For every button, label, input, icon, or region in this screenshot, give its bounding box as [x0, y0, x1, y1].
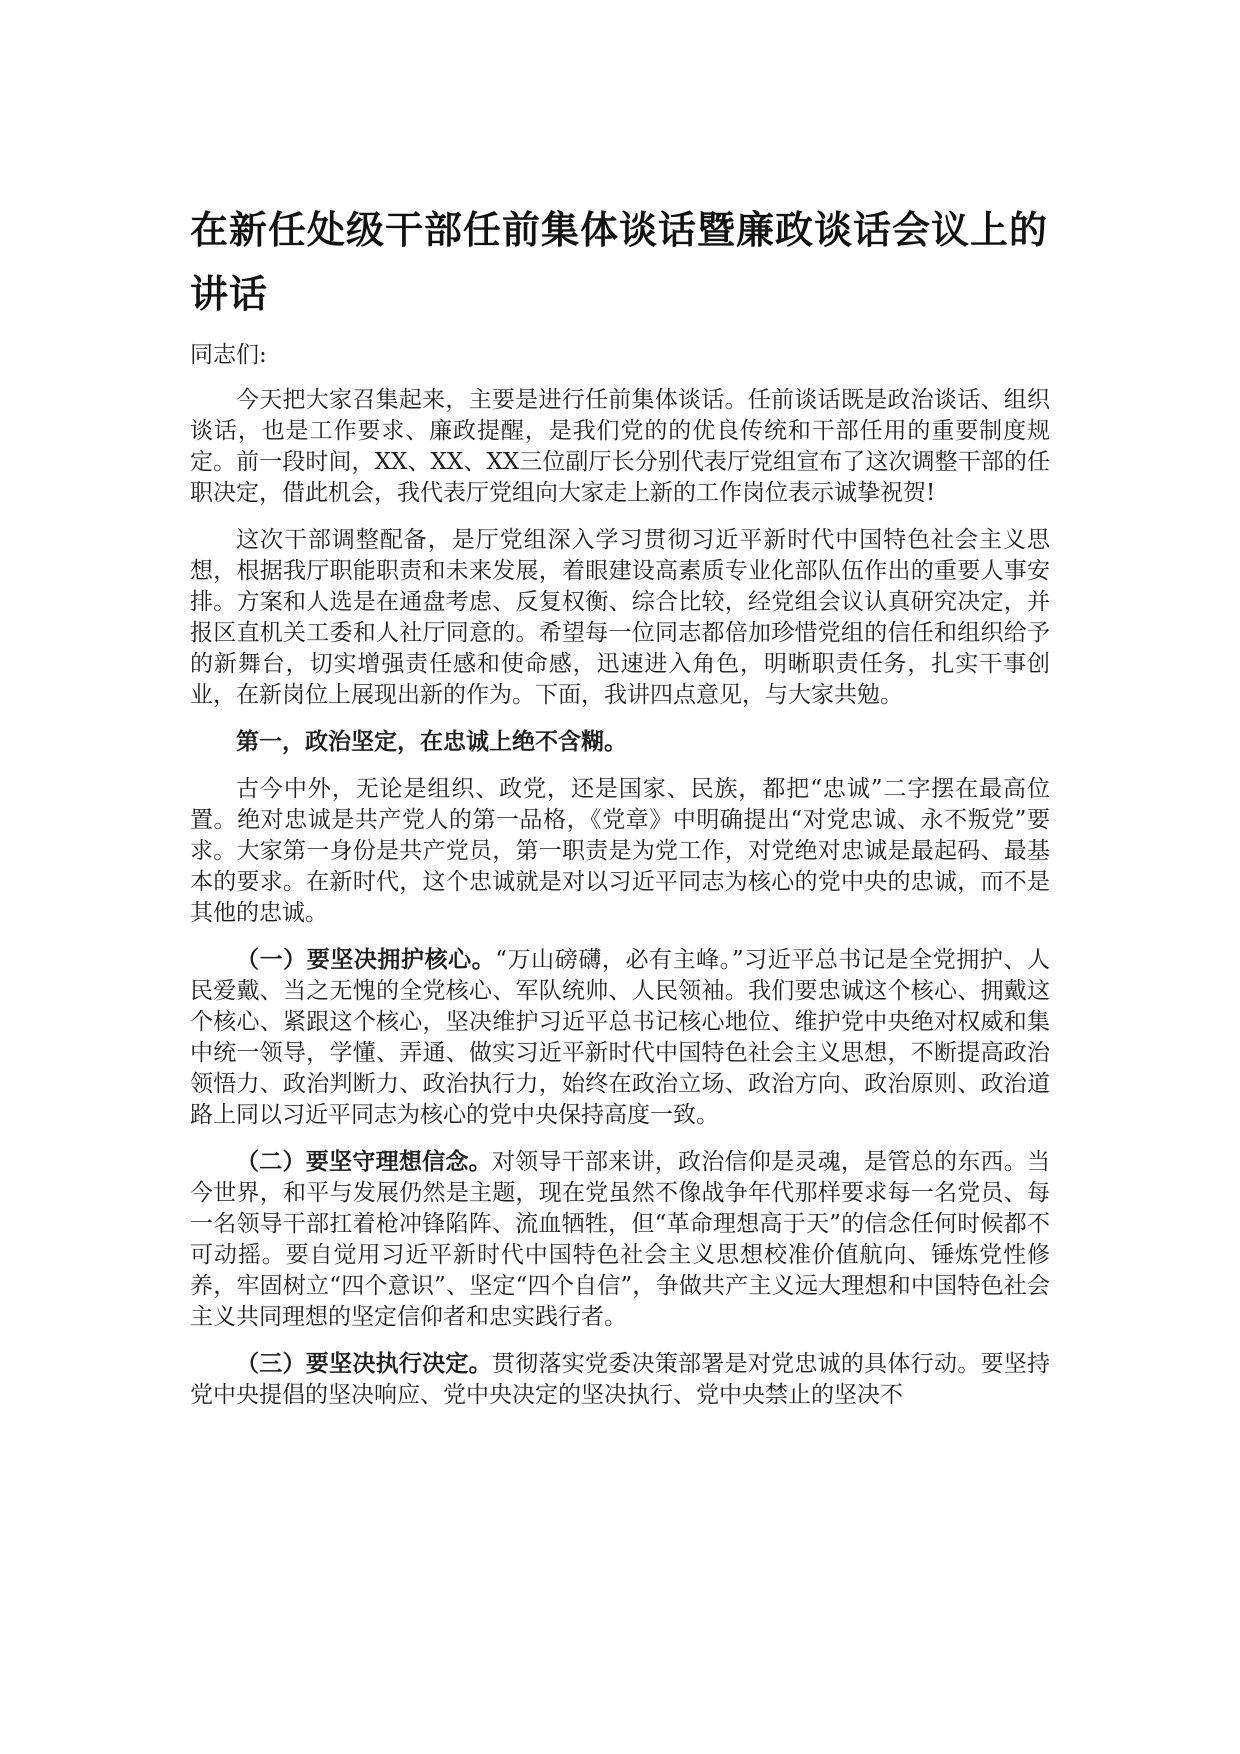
paragraph-opening: 今天把大家召集起来，主要是进行任前集体谈话。任前谈话既是政治谈话、组织谈话，也是工作要求、廉政提醒，是我们党的的优良传统和干部任用的重要制度规定。前一段时间，XX、XX、XX三位副厅长分别代表厅党组宣布了这次调整干部的任职决定，借此机会，我代表厅党组向大家走上新的工作岗位表示诚挚祝贺! [190, 387, 1050, 506]
section-heading: 第一，政治坚定，在忠诚上绝不含糊。 [236, 729, 627, 755]
document-title: 在新任处级干部任前集体谈话暨廉政谈话会议上的讲话 [190, 208, 1049, 316]
point-lead-1: （一）要坚决拥护核心。 [236, 947, 496, 973]
point-text-1: “万山磅礴，必有主峰。”习近平总书记是全党拥护、人民爱戴、当之无愧的全党核心、军队统帅、人民领袖。我们要忠诚这个核心、拥戴这个核心、紧跟这个核心，坚决维护习近平总书记核心地位、维护党中央绝对权威和集中统一领导，学懂、弄通、做实习近平新时代中国特色社会主义思想，不断提高政治领悟力、政治判断力、政治执行力，始终在政治立场、政治方向、政治原则、政治道路上同以习近平同志为核心的党中央保持高度一致。 [190, 947, 1050, 1128]
point-paragraph-3 [190, 1349, 1050, 1411]
section-intro-paragraph: 古今中外，无论是组织、政党，还是国家、民族，都把“忠诚”二字摆在最高位置。绝对忠诚是共产党人的第一品格，《党章》中明确提出“对党忠诚、永不叛党”要求。大家第一身份是共产党员，第一职责是为党工作，对党绝对忠诚是最起码、最基本的要求。在新时代，这个忠诚就是对以习近平同志为核心的党中央的忠诚，而不是其他的忠诚。 [190, 776, 1050, 926]
point-paragraph-1 [190, 945, 1050, 1131]
document-body [190, 340, 1050, 1427]
salutation: 同志们: [190, 342, 267, 368]
point-text-3: 贯彻落实党委决策部署是对党忠诚的具体行动。要坚持党中央提倡的坚决响应、党中央决定的坚决执行、党中央禁止的坚决不 [190, 1351, 1051, 1408]
paragraph-adjustment: 这次干部调整配备，是厅党组深入学习贯彻习近平新时代中国特色社会主义思想，根据我厅职能职责和未来发展，着眼建设高素质专业化部队伍作出的重要人事安排。方案和人选是在通盘考虑、反复权衡、综合比较，经党组会议认真研究决定，并报区直机关工委和人社厅同意的。希望每一位同志都倍加珍惜党组的信任和组织给予的新舞台，切实增强责任感和使命感，迅速进入角色，明晰职责任务，扎实干事创业，在新岗位上展现出新的作为。下面，我讲四点意见，与大家共勉。 [190, 527, 1050, 708]
point-lead-2: （二）要坚守理想信念。 [236, 1149, 492, 1175]
point-text-2: 对领导干部来讲，政治信仰是灵魂，是管总的东西。当今世界，和平与发展仍然是主题，现在党虽然不像战争年代那样要求每一名党员、每一名领导干部扛着枪冲锋陷阵、流血牺牲，但“革命理想高于天”的信念任何时候都不可动摇。要自觉用习近平新时代中国特色社会主义思想校准价值航向、锤炼党性修养，牢固树立“四个意识”、坚定“四个自信”，争做共产主义远大理想和中国特色社会主义共同理想的坚定信仰者和忠实践行者。 [190, 1149, 1051, 1330]
point-paragraph-2 [190, 1147, 1050, 1333]
point-lead-3: （三）要坚决执行决定。 [236, 1351, 492, 1377]
